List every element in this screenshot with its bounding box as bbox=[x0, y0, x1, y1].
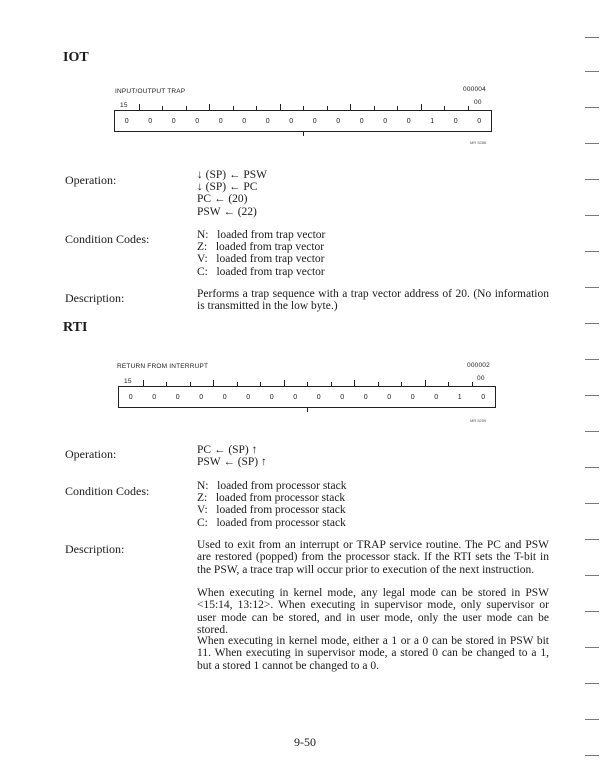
margin-mark bbox=[585, 395, 599, 396]
rti-bit-cell: 0 bbox=[340, 393, 345, 401]
margin-mark bbox=[585, 71, 599, 72]
iot-bit-cell: 0 bbox=[336, 117, 341, 125]
margin-mark bbox=[585, 611, 599, 612]
iot-description-text: Performs a trap sequence with a trap vector address of 20. (No information is transmitted in the low byte.) bbox=[197, 288, 549, 313]
iot-diagram-title: INPUT/OUTPUT TRAP bbox=[115, 88, 186, 95]
iot-bit-cell: 0 bbox=[265, 117, 270, 125]
rti-diagram-title: RETURN FROM INTERRUPT bbox=[117, 363, 209, 370]
iot-bit-tick bbox=[233, 106, 234, 111]
iot-bit-high: 15 bbox=[120, 102, 128, 109]
rti-bit-tick bbox=[472, 382, 473, 387]
iot-bit-cell: 0 bbox=[148, 117, 153, 125]
rti-operation-line: PSW ← (SP) ↑ bbox=[197, 456, 267, 469]
iot-operation-label: Operation: bbox=[65, 173, 117, 187]
iot-bit-cell: 0 bbox=[289, 117, 294, 125]
rti-operation-line: PC ← (SP) ↑ bbox=[197, 444, 258, 456]
iot-operation-line: PSW ← (22) bbox=[197, 205, 257, 218]
rti-bit-cell: 0 bbox=[410, 393, 415, 401]
iot-bit-tick bbox=[350, 104, 351, 111]
rti-description-label: Description: bbox=[65, 542, 125, 556]
iot-cc-line: C: loaded from trap vector bbox=[197, 265, 325, 278]
rti-figure-ref: MR 5259 bbox=[470, 418, 487, 423]
rti-bit-cell: 1 bbox=[457, 393, 462, 401]
iot-description-label: Description: bbox=[65, 291, 125, 305]
iot-bit-cell: 0 bbox=[124, 117, 129, 125]
rti-operation-block bbox=[197, 444, 267, 468]
iot-figure-ref: MR 5288 bbox=[470, 140, 487, 145]
page-number: 9-50 bbox=[294, 735, 316, 749]
margin-mark bbox=[585, 179, 599, 180]
iot-bit-tick bbox=[139, 104, 140, 111]
iot-opcode: 000004 bbox=[463, 86, 486, 93]
margin-mark bbox=[585, 683, 599, 684]
rti-heading: RTI bbox=[63, 320, 88, 335]
margin-mark bbox=[585, 503, 599, 504]
iot-bit-tick bbox=[280, 104, 281, 111]
iot-operation-block bbox=[197, 169, 267, 218]
rti-bit-tick bbox=[213, 380, 214, 387]
rti-bit-cell: 0 bbox=[175, 393, 180, 401]
iot-condition-codes-label: Condition Codes: bbox=[65, 232, 150, 246]
margin-mark bbox=[585, 143, 599, 144]
iot-bit-tick bbox=[468, 106, 469, 111]
rti-condition-codes-block bbox=[197, 480, 346, 529]
iot-bit-tick bbox=[397, 106, 398, 111]
rti-cc-line: C: loaded from processor stack bbox=[197, 516, 346, 529]
iot-bit-cell: 0 bbox=[406, 117, 411, 125]
rti-bit-low: 00 bbox=[477, 375, 485, 382]
iot-operation-line: ↓ (SP) ← PC bbox=[197, 181, 258, 194]
margin-mark bbox=[585, 37, 599, 38]
rti-bit-tick bbox=[166, 382, 167, 387]
iot-bit-tick bbox=[209, 104, 210, 111]
iot-bit-tick bbox=[162, 106, 163, 111]
rti-bit-cell: 0 bbox=[128, 393, 133, 401]
iot-operation-line: PC ← (20) bbox=[197, 193, 248, 206]
iot-bit-tick bbox=[444, 106, 445, 111]
rti-bit-tick bbox=[425, 380, 426, 387]
margin-mark bbox=[585, 755, 599, 756]
rti-opcode: 000002 bbox=[467, 362, 490, 369]
rti-bit-cell: 0 bbox=[269, 393, 274, 401]
margin-mark bbox=[585, 251, 599, 252]
margin-mark bbox=[585, 359, 599, 360]
iot-operation-line: ↓ (SP) ← PSW bbox=[197, 169, 267, 181]
rti-description-paragraph-2: When executing in kernel mode, any legal mode can be stored in PSW <15:14, 13:12>. When executing in supervisor mode, only supervisor or user mode can be stored, and in user mode, only the user mode can be stored. bbox=[197, 587, 549, 637]
margin-mark bbox=[585, 575, 599, 576]
rti-byte-divider bbox=[307, 407, 308, 412]
iot-condition-codes-block bbox=[197, 229, 325, 278]
iot-bit-cell: 0 bbox=[218, 117, 223, 125]
rti-bit-tick bbox=[143, 380, 144, 387]
iot-bit-tick bbox=[186, 106, 187, 111]
iot-bit-cell: 0 bbox=[312, 117, 317, 125]
iot-bit-cell: 0 bbox=[242, 117, 247, 125]
rti-bit-tick bbox=[307, 382, 308, 387]
margin-mark bbox=[585, 215, 599, 216]
rti-bit-tick bbox=[260, 382, 261, 387]
iot-bit-tick bbox=[303, 106, 304, 111]
iot-bit-tick bbox=[374, 106, 375, 111]
iot-bit-cell: 0 bbox=[453, 117, 458, 125]
margin-mark bbox=[585, 647, 599, 648]
rti-bit-cell: 0 bbox=[481, 393, 486, 401]
iot-bit-low: 00 bbox=[474, 99, 482, 106]
rti-bit-cell: 0 bbox=[293, 393, 298, 401]
rti-bit-tick bbox=[190, 382, 191, 387]
iot-cc-line: Z: loaded from trap vector bbox=[197, 241, 325, 254]
iot-heading: IOT bbox=[63, 50, 89, 65]
rti-operation-label: Operation: bbox=[65, 447, 117, 461]
margin-mark bbox=[585, 107, 599, 108]
rti-bit-tick bbox=[237, 382, 238, 387]
rti-bit-tick bbox=[331, 382, 332, 387]
rti-bit-cell: 0 bbox=[246, 393, 251, 401]
iot-bit-cell: 0 bbox=[383, 117, 388, 125]
margin-mark bbox=[585, 467, 599, 468]
rti-bit-tick bbox=[354, 380, 355, 387]
rti-instruction-register bbox=[118, 386, 496, 408]
rti-cc-line: Z: loaded from processor stack bbox=[197, 492, 346, 505]
iot-bit-cell: 0 bbox=[195, 117, 200, 125]
rti-bit-tick bbox=[448, 382, 449, 387]
rti-cc-line: N: loaded from processor stack bbox=[197, 480, 347, 492]
iot-bit-tick bbox=[421, 104, 422, 111]
rti-bit-cell: 0 bbox=[316, 393, 321, 401]
rti-bit-cell: 0 bbox=[434, 393, 439, 401]
iot-byte-divider bbox=[303, 131, 304, 136]
margin-mark bbox=[585, 323, 599, 324]
iot-instruction-register bbox=[114, 110, 492, 132]
margin-mark bbox=[585, 287, 599, 288]
rti-bit-cell: 0 bbox=[222, 393, 227, 401]
iot-bit-cell: 0 bbox=[359, 117, 364, 125]
rti-bit-cell: 0 bbox=[387, 393, 392, 401]
rti-bit-tick bbox=[284, 380, 285, 387]
rti-cc-line: V: loaded from processor stack bbox=[197, 504, 346, 517]
rti-description-paragraph-3: When executing in kernel mode, either a 1 or a 0 can be stored in PSW bit 11. When executing in supervisor mode, a stored 0 can be changed to a 1, but a stored 1 cannot be changed to a 0. bbox=[197, 635, 549, 672]
iot-bit-tick bbox=[256, 106, 257, 111]
rti-bit-cell: 0 bbox=[363, 393, 368, 401]
rti-description-paragraph-1: Used to exit from an interrupt or TRAP service routine. The PC and PSW are restored (popped) from the processor stack. If the RTI sets the T-bit in the PSW, a trace trap will occur prior to execution of the next instruction. bbox=[197, 539, 549, 576]
iot-cc-line: N: loaded from trap vector bbox=[197, 229, 326, 241]
iot-bit-cell: 0 bbox=[477, 117, 482, 125]
rti-condition-codes-label: Condition Codes: bbox=[65, 484, 150, 498]
rti-bit-tick bbox=[401, 382, 402, 387]
rti-bit-cell: 0 bbox=[152, 393, 157, 401]
iot-bit-cell: 1 bbox=[430, 117, 435, 125]
rti-bit-cell: 0 bbox=[199, 393, 204, 401]
margin-mark bbox=[585, 719, 599, 720]
iot-bit-cell: 0 bbox=[171, 117, 176, 125]
margin-mark bbox=[585, 431, 599, 432]
rti-bit-tick bbox=[378, 382, 379, 387]
iot-cc-line: V: loaded from trap vector bbox=[197, 253, 325, 266]
iot-bit-tick bbox=[327, 106, 328, 111]
margin-mark bbox=[585, 539, 599, 540]
rti-bit-high: 15 bbox=[124, 378, 132, 385]
